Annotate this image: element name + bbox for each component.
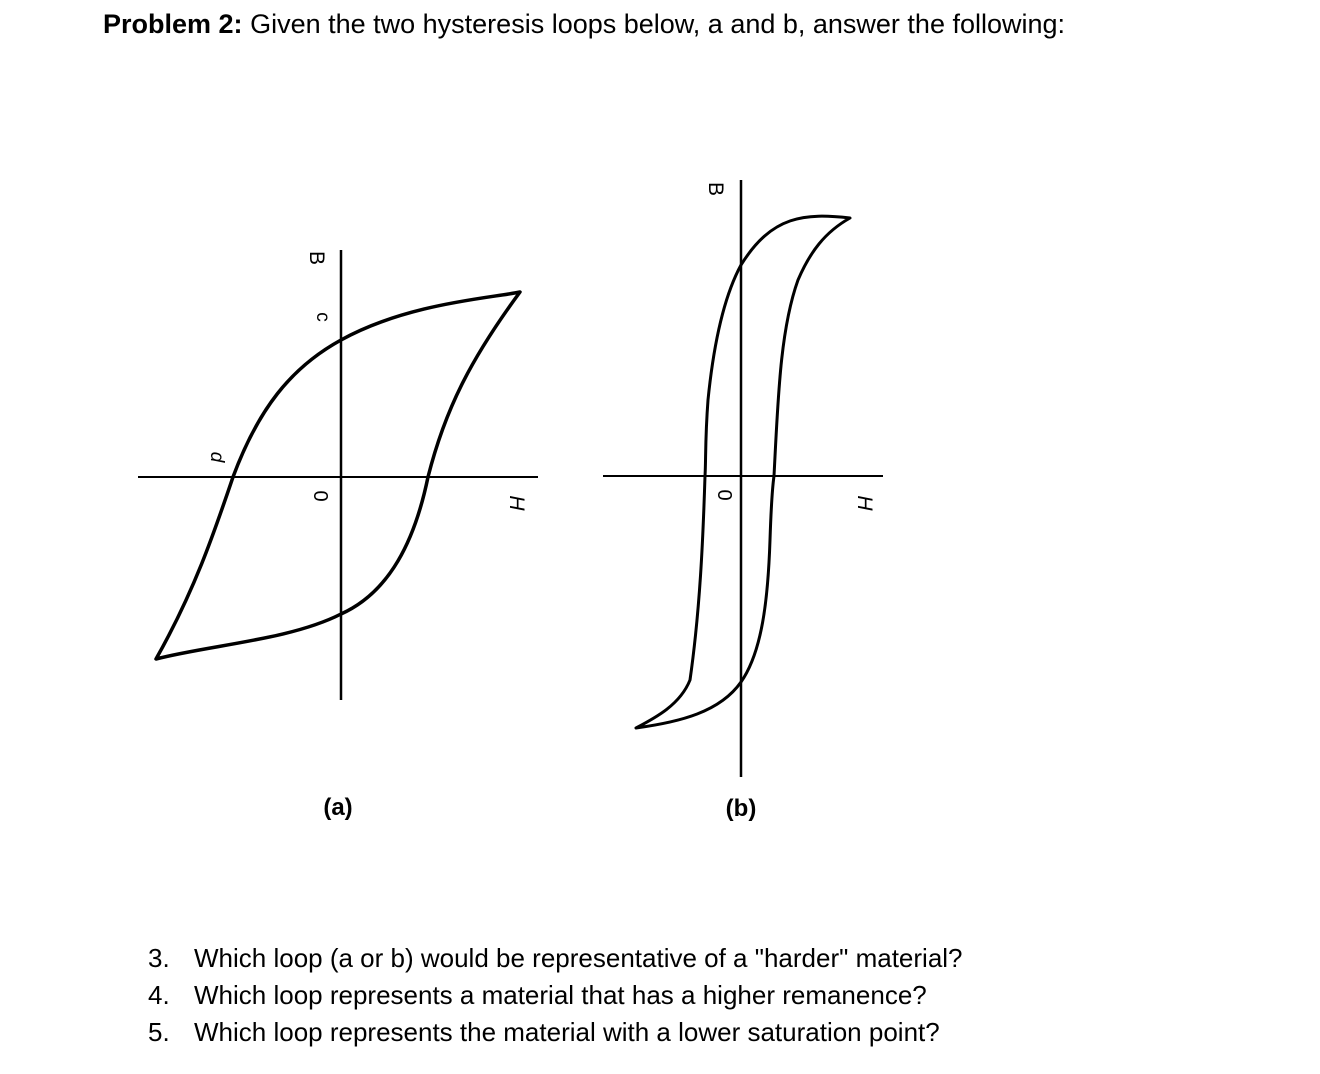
- question-number: 4.: [148, 980, 170, 1010]
- loop-a-d-label: d: [206, 451, 227, 463]
- question-item: [148, 1014, 963, 1051]
- loop-b-origin-label: 0: [713, 489, 735, 501]
- question-number: 3.: [148, 943, 170, 973]
- loop-b: [603, 180, 883, 822]
- loop-b-curve: [636, 216, 850, 728]
- loop-a-b-label: B: [305, 250, 328, 266]
- loop-a-origin-label: 0: [309, 490, 331, 502]
- question-list: [148, 940, 963, 1051]
- loop-a-c-label: c: [312, 312, 333, 322]
- problem-number: Problem 2:: [103, 9, 243, 39]
- loop-b-b-label: B: [704, 181, 727, 197]
- question-text: Which loop (a or b) would be representative of a "harder" material?: [194, 943, 963, 973]
- question-item: [148, 977, 963, 1014]
- loop-b-h-label: H: [853, 495, 876, 511]
- question-text: Which loop represents a material that has a higher remanence?: [194, 980, 927, 1010]
- loop-a-caption: (a): [323, 794, 353, 821]
- loop-a-curve: [156, 292, 520, 659]
- loop-b-caption: (b): [725, 795, 757, 822]
- loop-a-h-label: H: [505, 495, 528, 511]
- question-text: Which loop represents the material with a lower saturation point?: [194, 1017, 940, 1047]
- problem-statement: Given the two hysteresis loops below, a and b, answer the following:: [250, 9, 1066, 39]
- question-number: 5.: [148, 1017, 170, 1047]
- loop-a: [138, 250, 538, 821]
- question-item: [148, 940, 963, 977]
